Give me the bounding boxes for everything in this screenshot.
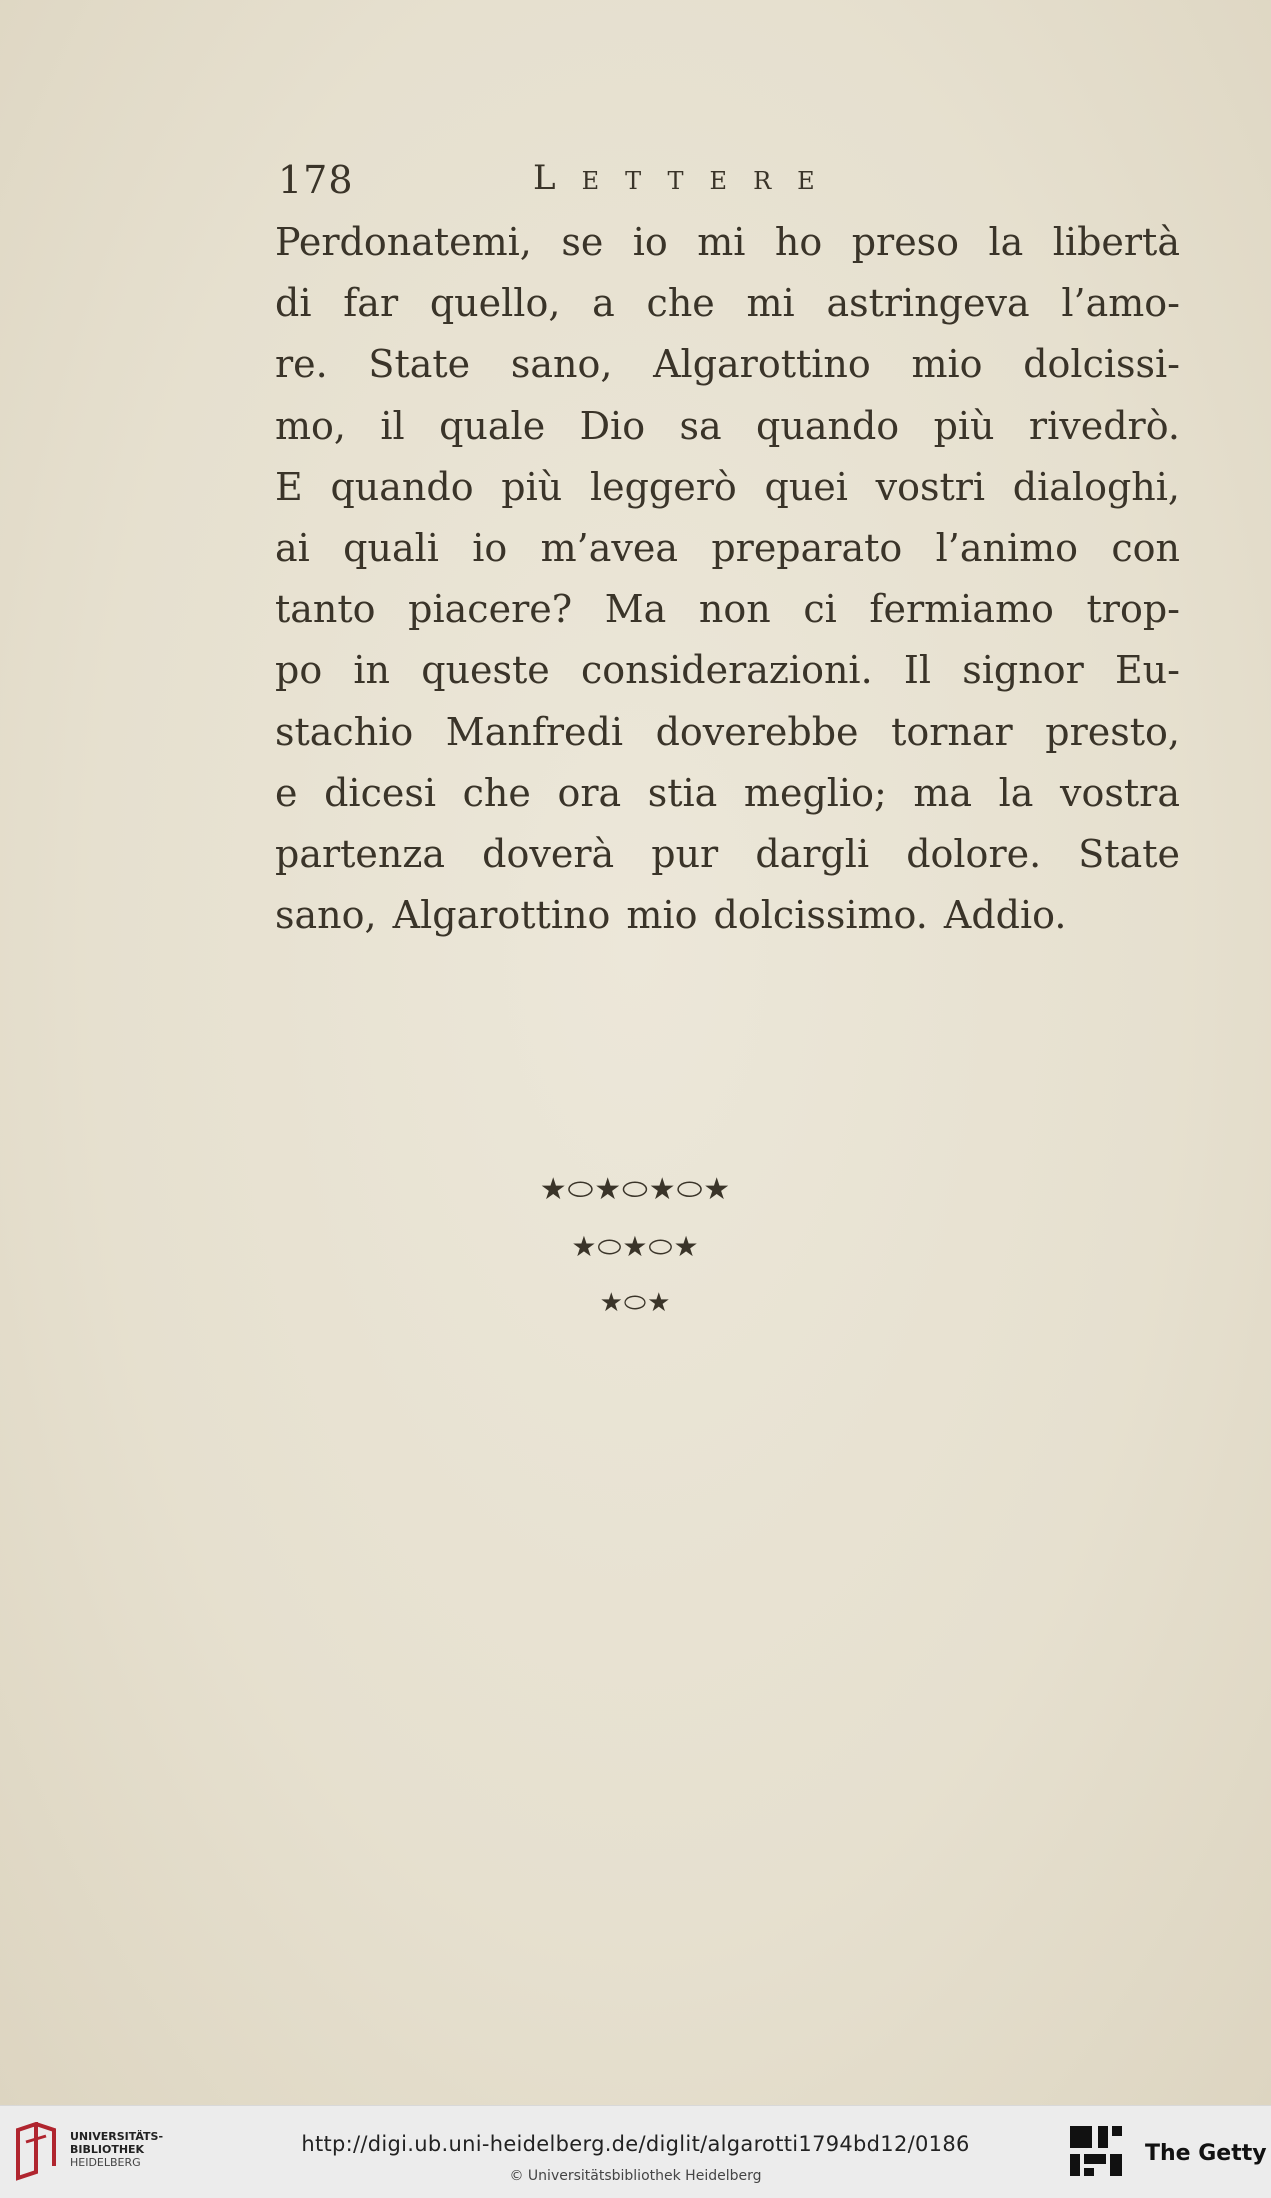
ornament-row-1: ★⬭★⬭★⬭★ [539,1172,732,1207]
text-line: e dicesi che ora stia meglio; ma la vostra [275,770,1180,815]
page-number: 178 [278,158,354,202]
text-line: sano, Algarottino mio dolcissimo. Addio. [275,893,1067,938]
text-line: re. State sano, Algarottino mio dolcissi- [275,342,1180,387]
viewer-footer [0,2105,1271,2198]
text-line: ai quali io m’avea preparato l’animo con [275,525,1180,570]
library-name-line: HEIDELBERG [70,2156,141,2169]
copyright-notice: © Universitätsbibliothek Heidelberg [509,2168,762,2184]
text-line: tanto piacere? Ma non ci fermiamo trop- [275,587,1180,632]
ornament-row-3: ★⬭★ [599,1288,672,1318]
text-line: E quando più leggerò quei vostri dialoghi, [275,464,1180,509]
permalink-url[interactable]: http://digi.ub.uni-heidelberg.de/diglit/algarotti1794bd12/0186 [301,2132,970,2156]
text-line: di far quello, a che mi astringeva l’amo- [275,281,1180,326]
text-line: Perdonatemi, se io mi ho preso la libertà [275,220,1180,264]
partner-name: The Getty [1145,2141,1267,2166]
getty-logo-icon[interactable] [1068,2124,1124,2184]
text-line: partenza doverà pur dargli dolore. State [275,831,1180,876]
ornament-row-2: ★⬭★⬭★ [571,1230,700,1263]
text-line: stachio Manfredi doverebbe tornar presto, [275,709,1180,754]
text-line: mo, il quale Dio sa quando più rivedrò. [275,403,1180,448]
running-title: Lettere [533,158,841,198]
letter-text [275,212,1180,946]
page-header [278,158,1178,208]
library-name-line: BIBLIOTHEK [70,2143,145,2156]
library-name-line: UNIVERSITÄTS- [70,2130,164,2143]
text-line: po in queste considerazioni. Il signor Eu- [275,648,1180,693]
